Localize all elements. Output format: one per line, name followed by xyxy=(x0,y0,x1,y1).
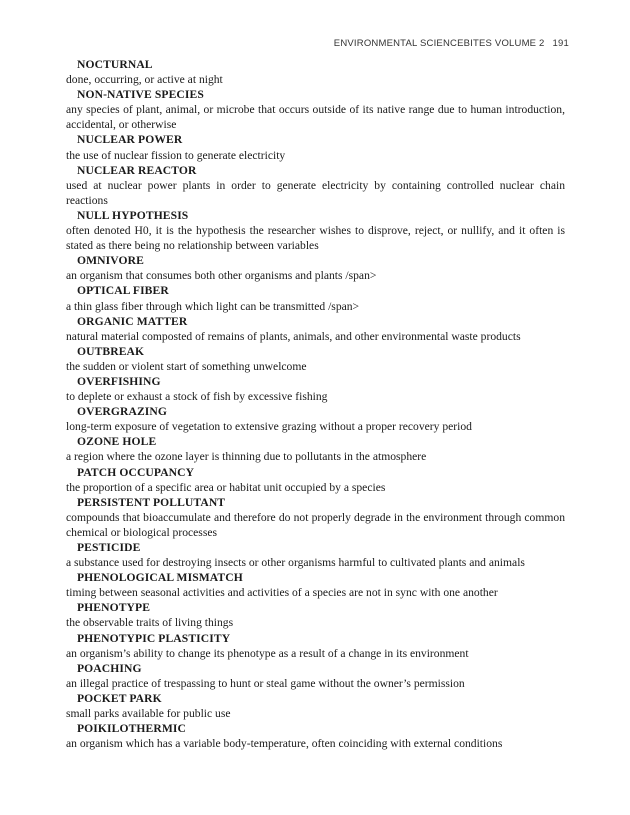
glossary-definition: a region where the ozone layer is thinning due to pollutants in the atmosphere xyxy=(66,450,427,464)
glossary-definition: any species of plant, animal, or microbe that occurs outside of its native range due to human introduction, accidental, or otherwise xyxy=(66,103,565,132)
glossary-entry xyxy=(66,465,565,495)
glossary-entry xyxy=(66,434,565,464)
glossary-term: OUTBREAK xyxy=(77,344,145,358)
glossary-term: NUCLEAR POWER xyxy=(77,133,183,147)
glossary-term: OVERFISHING xyxy=(77,374,161,388)
glossary-definition: often denoted H0, it is the hypothesis the researcher wishes to disprove, reject, or nullify, and it often is stated as there being no relationship between variables xyxy=(66,224,565,253)
glossary-definition: done, occurring, or active at night xyxy=(66,73,223,87)
glossary-term: ORGANIC MATTER xyxy=(77,314,188,328)
glossary-entry xyxy=(66,540,565,570)
glossary-definition: a thin glass fiber through which light can be transmitted /span> xyxy=(66,299,360,313)
glossary-term: PATCH OCCUPANCY xyxy=(77,465,195,479)
glossary-definition: the observable traits of living things xyxy=(66,616,234,630)
glossary-entry xyxy=(66,344,565,374)
glossary-definition: to deplete or exhaust a stock of fish by excessive fishing xyxy=(66,390,328,404)
page-number: 191 xyxy=(552,38,569,49)
glossary-definition: a substance used for destroying insects or other organisms harmful to cultivated plants and animals xyxy=(66,556,525,570)
running-header xyxy=(334,38,569,49)
glossary-term: OMNIVORE xyxy=(77,254,144,268)
glossary-entry xyxy=(66,570,565,600)
glossary-term: PHENOLOGICAL MISMATCH xyxy=(77,571,243,585)
glossary-term: PERSISTENT POLLUTANT xyxy=(77,495,226,509)
glossary-term: POIKILOTHERMIC xyxy=(77,722,186,736)
glossary-list xyxy=(66,57,565,751)
glossary-entry xyxy=(66,253,565,283)
glossary-entry xyxy=(66,208,565,253)
glossary-entry xyxy=(66,132,565,162)
glossary-term: OZONE HOLE xyxy=(77,435,157,449)
glossary-entry xyxy=(66,661,565,691)
glossary-entry xyxy=(66,57,565,87)
glossary-term: NULL HYPOTHESIS xyxy=(77,208,189,222)
glossary-definition: an organism which has a variable body-temperature, often coinciding with external conditions xyxy=(66,737,503,751)
glossary-entry xyxy=(66,87,565,132)
glossary-entry xyxy=(66,374,565,404)
glossary-definition: an organism’s ability to change its phenotype as a result of a change in its environment xyxy=(66,646,469,660)
glossary-term: NOCTURNAL xyxy=(77,58,153,71)
glossary-entry xyxy=(66,404,565,434)
glossary-definition: the proportion of a specific area or habitat unit occupied by a species xyxy=(66,480,386,494)
glossary-definition: used at nuclear power plants in order to generate electricity by containing controlled nuclear chain reactions xyxy=(66,178,565,207)
glossary-term: PHENOTYPIC PLASTICITY xyxy=(77,631,231,645)
glossary-definition: small parks available for public use xyxy=(66,707,231,721)
running-title: ENVIRONMENTAL SCIENCEBITES VOLUME 2 xyxy=(333,38,545,49)
glossary-term: PHENOTYPE xyxy=(77,601,151,615)
glossary-entry xyxy=(66,283,565,313)
glossary-definition: an illegal practice of trespassing to hunt or steal game without the owner’s permission xyxy=(66,676,465,690)
glossary-entry xyxy=(66,600,565,630)
glossary-term: PESTICIDE xyxy=(77,541,141,554)
glossary-entry xyxy=(66,495,565,540)
glossary-entry xyxy=(66,163,565,208)
glossary-definition: long-term exposure of vegetation to extensive grazing without a proper recovery period xyxy=(66,420,472,434)
glossary-entry xyxy=(66,314,565,344)
glossary-term: POCKET PARK xyxy=(77,691,162,705)
glossary-term: OVERGRAZING xyxy=(77,405,167,419)
glossary-definition: the use of nuclear fission to generate electricity xyxy=(66,148,286,162)
glossary-definition: an organism that consumes both other organisms and plants /span> xyxy=(66,269,377,283)
glossary-term: NON-NATIVE SPECIES xyxy=(77,88,204,102)
glossary-term: NUCLEAR REACTOR xyxy=(77,163,197,177)
glossary-term: OPTICAL FIBER xyxy=(77,284,169,298)
glossary-definition: natural material composted of remains of plants, animals, and other environmental waste products xyxy=(66,329,521,343)
glossary-entry xyxy=(66,631,565,661)
glossary-definition: the sudden or violent start of something unwelcome xyxy=(66,359,307,373)
glossary-definition: compounds that bioaccumulate and therefore do not properly degrade in the environment through common chemical or biological processes xyxy=(66,510,565,539)
glossary-term: POACHING xyxy=(77,661,142,675)
glossary-definition: timing between seasonal activities and activities of a species are not in sync with one another xyxy=(66,586,498,600)
glossary-entry xyxy=(66,691,565,721)
glossary-entry xyxy=(66,721,565,751)
